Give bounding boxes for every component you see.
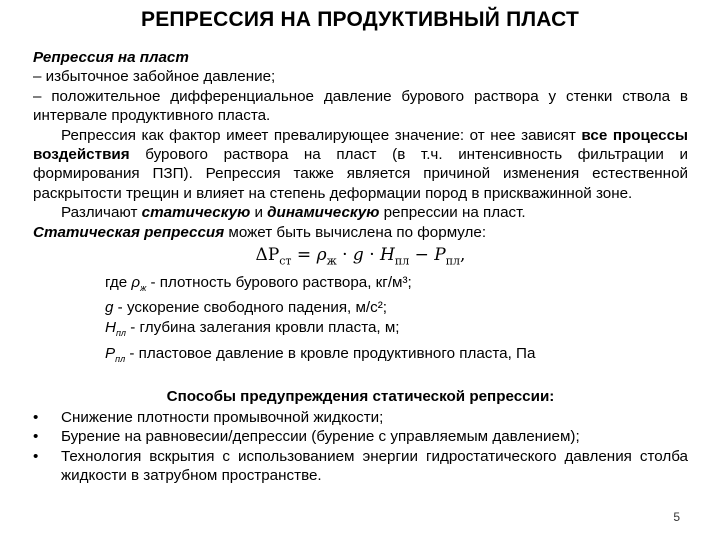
distinguish-and: и [250, 204, 268, 222]
definition-item [105, 344, 688, 369]
definition-symbol-sub: пл [115, 328, 126, 339]
list-item-text: Снижение плотности промывочной жидкости; [61, 408, 384, 426]
page-number: 5 [673, 510, 680, 524]
bullet-icon: • [33, 447, 39, 465]
static-repression-intro [33, 223, 688, 242]
formula-lhs: ΔP [255, 245, 280, 266]
bullet-icon: • [33, 408, 39, 426]
formula-minus: − [409, 245, 435, 266]
static-repression-formula [33, 244, 688, 272]
list-item-text: Технология вскрытия с использованием энергии гидростатического давления столба жидкости в затрубном пространстве. [61, 447, 688, 485]
repression-paragraph [33, 126, 688, 204]
definition-symbol: ρ [131, 274, 141, 292]
distinguish-dynamic: динамическую [267, 204, 380, 222]
list-item [33, 427, 688, 446]
formula-lhs-sub: ст [279, 254, 292, 268]
definition-text: - глубина залегания кровли пласта, м; [126, 319, 400, 337]
definition-prefix: где [105, 274, 132, 292]
list-item [33, 447, 688, 486]
static-repression-term: Статическая репрессия [33, 223, 225, 241]
definition-item [105, 273, 688, 298]
definition-symbol: g [105, 299, 114, 317]
definition-symbol-sub: пл [115, 353, 126, 364]
prevention-heading: Способы предупреждения статической репрессии: [166, 387, 555, 405]
paragraph-bold-text: все процессы воздействия [33, 126, 689, 164]
bullet-icon: • [33, 428, 39, 446]
definition-text: - плотность бурового раствора, кг/м³; [146, 274, 412, 292]
definition-item [105, 298, 688, 318]
formula-g: g [352, 245, 364, 266]
slide-body [33, 48, 688, 486]
distinguish-static: статическую [141, 204, 251, 222]
formula-definitions [33, 273, 688, 368]
formula-h-sub: пл [394, 254, 410, 268]
definition-item [105, 318, 688, 343]
formula-dot-1: · [336, 245, 353, 266]
definition-symbol-sub: ж [140, 283, 147, 294]
formula-p-sub: пл [445, 254, 461, 268]
definition-symbol: P [105, 344, 116, 362]
formula-rho-sub: ж [326, 254, 337, 268]
prevention-list [33, 408, 688, 486]
list-item [33, 408, 688, 427]
definition-heading: Репрессия на пласт [33, 49, 189, 66]
static-repression-rest: может быть вычислена по формуле: [224, 223, 487, 241]
distinguish-suffix: репрессии на пласт. [379, 204, 526, 222]
formula-h: H [380, 245, 395, 266]
definition-text: - пластовое давление в кровле продуктивного пласта, Па [125, 344, 536, 362]
formula-dot-2: · [363, 245, 381, 266]
definition-line-2: – положительное дифференциальное давление бурового раствора у стенки ствола в интервале продуктивного пласта. [33, 87, 688, 125]
distinguish-prefix: Различают [61, 204, 142, 222]
paragraph-text-2: бурового раствора на пласт (в т.ч. интенсивность фильтрации и формирования ПЗП). Репрессия также является причиной изменения естественной раскрытости трещин и влияет на степень деформации пород в прискважинной зоне. [33, 146, 688, 202]
formula-rho: ρ [316, 245, 327, 266]
definition-text: - ускорение свободного падения, м/с²; [113, 299, 388, 317]
definition-line-1: – избыточное забойное давление; [33, 68, 276, 86]
formula-p: P [434, 245, 446, 266]
paragraph-text-1: Репрессия как фактор имеет превалирующее значение: от нее зависят [61, 126, 582, 144]
definition-symbol: H [105, 319, 116, 337]
formula-eq: = [291, 245, 317, 266]
slide-title: РЕПРЕССИЯ НА ПРОДУКТИВНЫЙ ПЛАСТ [140, 8, 580, 31]
distinguish-line [33, 203, 688, 222]
list-item-text: Бурение на равновесии/депрессии (бурение с управляемым давлением); [61, 428, 580, 446]
formula-comma: , [460, 245, 466, 266]
